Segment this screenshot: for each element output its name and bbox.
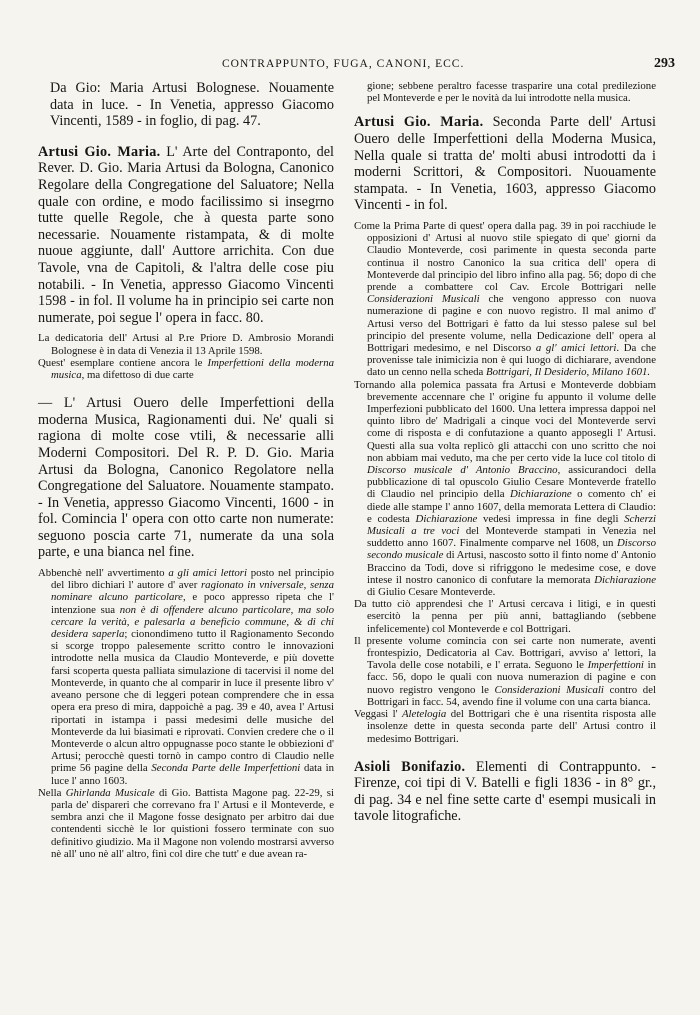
page-number: 293	[654, 56, 675, 71]
entry-artusi-imperfettioni: — L' Artusi Ouero delle Imperfettioni della moderna Musica, Ragionamenti dui. Ne' quali si ragiona di molte cose vtili, & necessarie alli Moderni Compositori. Del R. P. D. Gio. Maria Artusi da Bologna, Canonico Regolatore nella Congregatione del Saluatore. Nouamente stampato. - In Venetia, appresso Giacomo Vincenti, 1600 - in fol. Comincia l' opera con otto carte non numerate: seguono poscia carte 71, numerate da una sola parte, e una bianca nel fine.	[38, 395, 334, 561]
running-header	[0, 58, 700, 78]
note-polemica: Tornando alla polemica passata fra Artusi e Monteverde dobbiam brevemente accennare che l' origine fu appunto il volume delle Imperfezioni pubblicato del 1600. Una lettera impressa dappoi nel quinto libro de' Madrigali a cinque voci del Monteverde servì come di risposta e di confutazione a quanto apposegli l' Artusi. Questi alla sua volta replicò gli attacchi con uno scritto che noi non abbiam mai veduto, ma che per certo vide la luce col titolo di Discorso musicale d' Antonio Braccino, assicurandoci della pubblicazione di tal opuscolo Giulio Cesare Monteverde fratello di Claudio nel principio della Dichiarazione o comento ch' ei diede alle stampe l' anno 1607, della memorata Lettera di Claudio: e codesta Dichiarazione vedesi impressa in fine degli Scherzi Musicali a tre voci del Monteverde stampati in Venezia nel suddetto anno 1607. Finalmente comparve nel 1608, un Discorso secondo musicale di Artusi, nascosto sotto il finto nome d' Antonio Braccino da Todi, dove si rifriggono le medesime cose, e dove intese il nostro canonico di confutare la memorata Dichiarazione di Giulio Cesare Monteverde.	[354, 378, 657, 599]
entry-body: L' Arte del Contraponto, del Rever. D. Gio. Maria Artusi da Bologna, Canonico Regolare della Congregatione del Saluatore; Nella quale con ordine, e modo facilissimo si insegrno tutte quelle Regole, che à questa parte sono necessarie. Nouamente ristampata, & di molte nuoue aggiunte, dall' Auttore arrichita. Con due Tavole, vna de Capitoli, & l'altra delle cose piu notabili. - In Venetia, appresso Giacomo Vincenti 1598 - in fol. Il volume ha in principio sei carte non numerate, poi segue l' opera in facc. 80.	[38, 143, 334, 326]
entry-continuation: Da Gio: Maria Artusi Bolognese. Nouamente data in luce. - In Venetia, appresso Giacomo Vincenti, 1589 - in foglio, di pag. 47.	[50, 80, 334, 130]
entry-heading: Artusi Gio. Maria.	[38, 143, 161, 160]
entry-asioli	[354, 759, 656, 825]
entry-artusi-arte-contraponto	[38, 144, 334, 327]
right-column	[354, 80, 656, 825]
note-litigi: Da tutto ciò apprendesi che l' Artusi cercava i litigi, e in questi esercitò la penna per più anni, battagliando (sebbene infelicemente) col Monteverde e col Bottrigari.	[354, 598, 656, 635]
note-esemplare: Quest' esemplare contiene ancora le Imperfettioni della moderna musica, ma difettoso di due carte	[38, 356, 334, 381]
note-continuation: gione; sebbene peraltro facesse trasparire una cotal predilezione pel Monteverde e per le novità da lui introdotte nella musica.	[367, 80, 656, 105]
left-column	[38, 80, 334, 860]
note-abbenche: Abbenchè nell' avvertimento a gli amici lettori posto nel principio del libro dichiari l' autore d' aver ragionato in vniversale, senza nominare alcuno particolare, e poco appresso ripeta che l' intenzione sua non è di offendere alcuno particolare, ma solo cercare la verità, e palesarla a beneficio commune, & di chi desidera saperla; cionondimeno tutto il Ragionamento Secondo si scorge troppo palesemente scritto contro le innovazioni introdotte nella musica da Claudio Monteverde, e più dovette farsi scoperta questa palliata simulazione di tacervisi il nome del Monteverde, in quanto che al comparir in luce il presente libro v' aveano persone che di leggeri potean comprendere che in essa opera era preso di mira, dappoichè a pag. 39 e 40, avea l' Artusi riportati in istampa i passi medesimi delle musiche del Monteverde da lui biasimati e riprovati. Convien credere che o il Monteverde o alcun altro oppugnasse poco stante le obbiezioni d' Artusi; perocchè questi tornò in campo contro di Claudio nelle prime 56 pagine della Seconda Parte delle Imperfettioni data in luce l' anno 1603.	[38, 567, 334, 787]
entry-heading: Artusi Gio. Maria.	[354, 114, 484, 131]
entry-body: Elementi di Contrappunto. - Firenze, coi tipi di V. Batelli e figli 1836 - in 8° gr., di pag. 34 e nel fine sette carte d' esempi musicali in tavole litografiche.	[354, 758, 656, 825]
note-ghirlanda: Nella Ghirlanda Musicale di Gio. Battista Magone pag. 22-29, si parla de' dispareri che correvano fra l' Artusi e il Monteverde, e sembra anzi che il Magone fosse designato per arbitro dai due contendenti sicchè le lor quistioni fossero terminate con suo definitivo giudizio. Ma il Magone non volendo mostrarsi avverso nè all' uno nè all' altro, finì col dire che tutt' e due avean ra-	[38, 786, 334, 860]
note-aletelogia: Veggasi l' Aletelogia del Bottrigari che è una risentita risposta alle insolenze dette in questa seconda parte dell' Artusi contro il medesimo Bottrigari.	[354, 708, 656, 745]
note-prima-parte: Come la Prima Parte di quest' opera dalla pag. 39 in poi racchiude le opposizioni d' Artusi al nuovo stile spiegato di que' giorni da Claudio Monteverde, così parimente in questa seconda parte continua il nostro Canonico la sua critica dell' opera di Monteverde dal principio del libro infino alla pag. 56; dopo di che prende a combattere col Cav. Ercole Bottrigari nelle Considerazioni Musicali che vengono appresso con nuova numerazione di pagine e con nuovo registro. Il mal animo d' Artusi verso del Bottrigari è fatto da lui stesso palese sul bel principio del presente volume, nella Dedicazione dell' opera al Bottrigari medesimo, e nel Discorso a gl' amici lettori. Da che provenisse tale inimicizia non è qui luogo di dichiarare, avendone dato un cenno nella scheda Bottrigari, Il Desiderio, Milano 1601.	[354, 219, 656, 379]
entry-artusi-seconda-parte	[354, 114, 656, 214]
entry-body: Seconda Parte dell' Artusi Ouero delle Imperfettioni della Moderna Musica, Nella quale si tratta de' molti abusi introdotti da i moderni Scrittori, & Compositori. Nuouamente stampata. - In Venetia, 1603, appresso Giacomo Vincenti - in fol.	[354, 114, 656, 214]
note-dedicatoria: La dedicatoria dell' Artusi al P.re Priore D. Ambrosio Morandi Bolognese è in data di Venezia il 13 Aprile 1598.	[38, 332, 334, 357]
note-presente-volume: Il presente volume comincia con sei carte non numerate, aventi frontespizio, Dedicatoria al Cav. Bottrigari, avviso a' lettori, la Tavola delle cose notabili, e l' errata. Seguono le Imperfettioni in facc. 56, dopo le quali con nuova numerazion di pagine e con nuovo registro vengono le Considerazioni Musicali contro del Bottrigari in facc. 54, avendo fine il volume con una carta bianca.	[354, 634, 656, 708]
running-title: CONTRAPPUNTO, FUGA, CANONI, ECC.	[222, 58, 465, 70]
entry-heading: Asioli Bonifazio.	[354, 758, 466, 775]
